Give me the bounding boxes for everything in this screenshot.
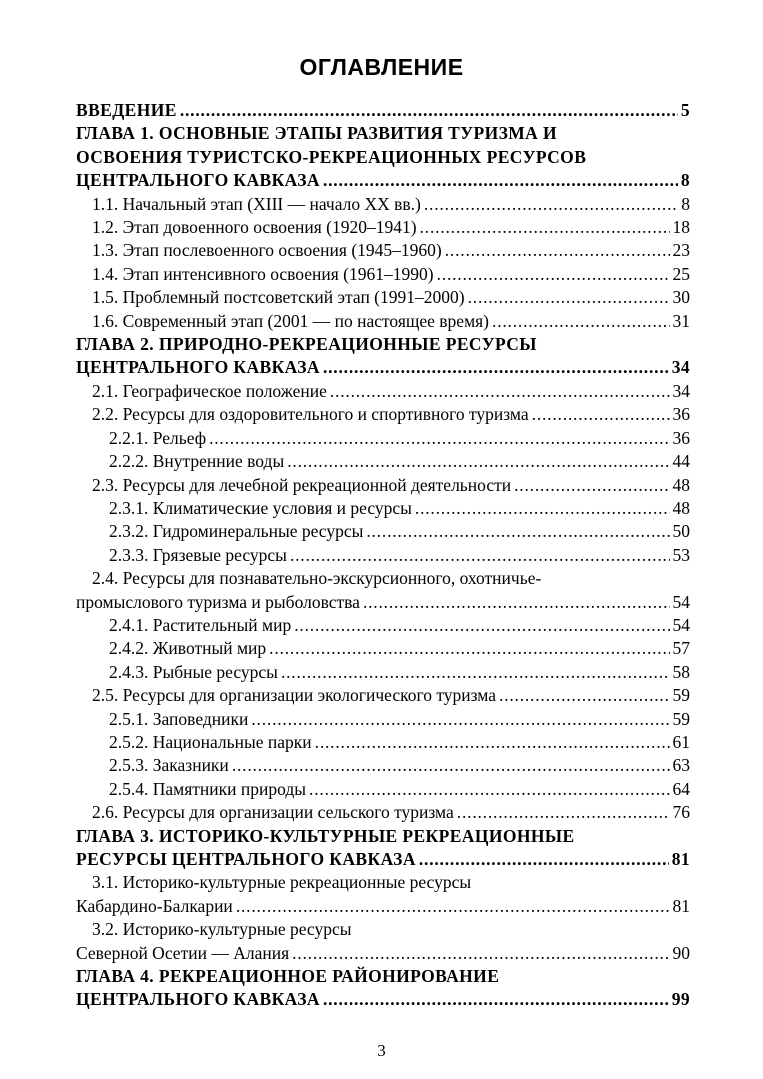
toc-entry-line: ОСВОЕНИЯ ТУРИСТСКО-РЕКРЕАЦИОННЫХ РЕСУРСОВ bbox=[76, 146, 587, 167]
dot-leader bbox=[415, 497, 670, 520]
toc-entry-row bbox=[76, 427, 690, 450]
toc-entry-row bbox=[76, 380, 690, 403]
toc-entry-title: 1.2. Этап довоенного освоения (1920–1941) bbox=[92, 217, 417, 238]
toc-section-entry bbox=[76, 778, 690, 801]
toc-section-entry bbox=[76, 193, 690, 216]
toc-page-number: 54 bbox=[672, 591, 690, 612]
toc-entry-row bbox=[76, 708, 690, 731]
dot-leader bbox=[492, 310, 669, 333]
toc-entry-row bbox=[76, 591, 690, 614]
toc-entry-row bbox=[76, 193, 690, 216]
toc-entry-title: 2.3. Ресурсы для лечебной рекреационной деятельности bbox=[92, 474, 512, 495]
toc-section-entry bbox=[76, 427, 690, 450]
toc-entry-title: ЦЕНТРАЛЬНОГО КАВКАЗА bbox=[76, 989, 320, 1010]
toc-page-number: 48 bbox=[672, 474, 690, 495]
page-number: 3 bbox=[377, 1041, 386, 1060]
toc-page-number: 50 bbox=[672, 521, 690, 542]
toc-entry-row bbox=[76, 661, 690, 684]
toc-page-number: 44 bbox=[672, 451, 690, 472]
dot-leader bbox=[180, 99, 678, 122]
toc-section-entry bbox=[76, 637, 690, 660]
toc-entry-line: 3.1. Историко-культурные рекреационные ресурсы bbox=[92, 872, 472, 893]
toc-page-number: 31 bbox=[672, 310, 690, 331]
toc-entry-row bbox=[76, 544, 690, 567]
toc-section-entry bbox=[76, 497, 690, 520]
toc-entry-row bbox=[76, 216, 690, 239]
toc-entry-title: РЕСУРСЫ ЦЕНТРАЛЬНОГО КАВКАЗА bbox=[76, 849, 416, 869]
dot-leader bbox=[323, 169, 678, 192]
dot-leader bbox=[323, 356, 669, 379]
toc-entry-title: ЦЕНТРАЛЬНОГО КАВКАЗА bbox=[76, 170, 320, 191]
toc-page-number: 36 bbox=[672, 404, 690, 425]
toc-page-number: 64 bbox=[672, 778, 690, 799]
toc-section-entry bbox=[76, 403, 690, 426]
toc-page-number: 76 bbox=[672, 802, 690, 823]
dot-leader bbox=[514, 474, 669, 497]
toc-entry-row bbox=[76, 637, 690, 660]
toc-section-entry bbox=[76, 731, 690, 754]
toc-entry-title: 2.5.3. Заказники bbox=[109, 755, 229, 776]
dot-leader bbox=[290, 544, 670, 567]
toc-entry-title: Кабардино-Балкарии bbox=[76, 895, 233, 916]
toc-section-entry bbox=[76, 684, 690, 707]
dot-leader bbox=[309, 778, 669, 801]
toc-entry-title: ВВЕДЕНИЕ bbox=[76, 100, 177, 120]
toc-entry-title: 1.1. Начальный этап (XIII — начало XX вв.) bbox=[92, 193, 421, 214]
toc-section-entry bbox=[76, 380, 690, 403]
toc-section-entry bbox=[76, 801, 690, 824]
toc-entry-title: 1.5. Проблемный постсоветский этап (1991–2000) bbox=[92, 287, 465, 308]
toc-page-number: 81 bbox=[671, 849, 690, 869]
toc-chapter-entry bbox=[76, 122, 690, 192]
toc-section-entry bbox=[76, 474, 690, 497]
toc-entry-title: 2.5.4. Памятники природы bbox=[109, 778, 307, 799]
toc-entry-title: 2.6. Ресурсы для организации сельского туризма bbox=[92, 802, 454, 823]
toc-section-entry bbox=[76, 239, 690, 262]
toc-page-number: 57 bbox=[672, 638, 690, 659]
dot-leader bbox=[424, 193, 678, 216]
toc-entry-line: 2.4. Ресурсы для познавательно-экскурсионного, охотничье- bbox=[92, 568, 542, 589]
toc-page-number: 36 bbox=[672, 427, 690, 448]
toc-page-number: 48 bbox=[672, 497, 690, 518]
toc-entry-row bbox=[76, 895, 690, 918]
toc-section-entry bbox=[76, 918, 690, 965]
toc-section-entry bbox=[76, 263, 690, 286]
toc-entry-row bbox=[76, 356, 690, 379]
dot-leader bbox=[236, 895, 670, 918]
toc-entry-line: ГЛАВА 1. ОСНОВНЫЕ ЭТАПЫ РАЗВИТИЯ ТУРИЗМА И bbox=[76, 123, 557, 144]
dot-leader bbox=[292, 942, 669, 965]
toc-section-entry bbox=[76, 450, 690, 473]
toc-entry-row bbox=[76, 286, 690, 309]
dot-leader bbox=[281, 661, 670, 684]
toc-page-number: 30 bbox=[672, 287, 690, 308]
toc-page-number: 90 bbox=[672, 942, 690, 963]
dot-leader bbox=[232, 754, 670, 777]
toc-page-number: 18 bbox=[672, 217, 690, 238]
toc-chapter-entry bbox=[76, 825, 690, 872]
table-of-contents bbox=[76, 99, 690, 1012]
toc-entry-row bbox=[76, 848, 690, 871]
toc-section-entry bbox=[76, 754, 690, 777]
toc-entry-title: 2.4.3. Рыбные ресурсы bbox=[109, 661, 278, 682]
dot-leader bbox=[420, 216, 670, 239]
toc-entry-title: Северной Осетии — Алания bbox=[76, 942, 290, 963]
dot-leader bbox=[532, 403, 670, 426]
toc-entry-row bbox=[76, 239, 690, 262]
toc-entry-row bbox=[76, 310, 690, 333]
toc-entry-row bbox=[76, 497, 690, 520]
toc-entry-row bbox=[76, 754, 690, 777]
page-title: ОГЛАВЛЕНИЕ bbox=[299, 54, 464, 80]
toc-entry-title: 1.6. Современный этап (2001 — по настоящее время) bbox=[92, 310, 490, 331]
toc-entry-line: ГЛАВА 4. РЕКРЕАЦИОННОЕ РАЙОНИРОВАНИЕ bbox=[76, 966, 500, 987]
toc-entry-title: 2.5.1. Заповедники bbox=[109, 708, 249, 729]
toc-section-entry bbox=[76, 871, 690, 918]
toc-page-number: 25 bbox=[672, 263, 690, 284]
toc-entry-row bbox=[76, 520, 690, 543]
dot-leader bbox=[363, 591, 670, 614]
toc-page-number: 81 bbox=[672, 895, 690, 916]
toc-entry-title: 2.3.2. Гидроминеральные ресурсы bbox=[109, 521, 364, 542]
toc-entry-title: 2.4.1. Растительный мир bbox=[109, 614, 292, 635]
dot-leader bbox=[315, 731, 670, 754]
toc-entry-row bbox=[76, 988, 690, 1011]
toc-page-number: 53 bbox=[672, 544, 690, 565]
toc-entry-title: 1.4. Этап интенсивного освоения (1961–1990) bbox=[92, 263, 434, 284]
toc-entry-title: 2.3.3. Грязевые ресурсы bbox=[109, 544, 287, 565]
toc-page-number: 5 bbox=[680, 100, 690, 120]
toc-entry-row bbox=[76, 731, 690, 754]
toc-page-number: 59 bbox=[672, 708, 690, 729]
toc-entry-title: 1.3. Этап послевоенного освоения (1945–1960) bbox=[92, 240, 442, 261]
dot-leader bbox=[287, 450, 669, 473]
toc-entry-title: промыслового туризма и рыболовства bbox=[76, 591, 360, 612]
toc-entry-row bbox=[76, 263, 690, 286]
toc-entry-row bbox=[76, 474, 690, 497]
toc-section-entry bbox=[76, 567, 690, 614]
toc-page-number: 34 bbox=[671, 357, 690, 378]
toc-entry-title: 2.2.2. Внутренние воды bbox=[109, 451, 285, 472]
toc-entry-row bbox=[76, 942, 690, 965]
toc-entry-row bbox=[76, 614, 690, 637]
toc-chapter-entry bbox=[76, 965, 690, 1012]
toc-entry-row bbox=[76, 169, 690, 192]
toc-entry-title: 2.5.2. Национальные парки bbox=[109, 731, 312, 752]
toc-page-number: 23 bbox=[672, 240, 690, 261]
dot-leader bbox=[499, 684, 670, 707]
toc-page-number: 58 bbox=[672, 661, 690, 682]
toc-page-number: 8 bbox=[681, 193, 690, 214]
dot-leader bbox=[468, 286, 670, 309]
toc-entry-title: 2.5. Ресурсы для организации экологического туризма bbox=[92, 685, 496, 706]
dot-leader bbox=[323, 988, 669, 1011]
toc-entry-line: 3.2. Историко-культурные ресурсы bbox=[92, 919, 352, 940]
toc-section-entry bbox=[76, 544, 690, 567]
toc-section-entry bbox=[76, 708, 690, 731]
toc-entry-line: ГЛАВА 3. ИСТОРИКО-КУЛЬТУРНЫЕ РЕКРЕАЦИОННЫЕ bbox=[76, 825, 575, 846]
dot-leader bbox=[419, 848, 669, 871]
toc-entry-title: 2.4.2. Животный мир bbox=[109, 638, 267, 659]
toc-entry-line: ГЛАВА 2. ПРИРОДНО-РЕКРЕАЦИОННЫЕ РЕСУРСЫ bbox=[76, 334, 537, 355]
dot-leader bbox=[366, 520, 669, 543]
toc-section-entry bbox=[76, 520, 690, 543]
toc-chapter-entry bbox=[76, 99, 690, 122]
toc-entry-row bbox=[76, 778, 690, 801]
toc-section-entry bbox=[76, 216, 690, 239]
dot-leader bbox=[437, 263, 670, 286]
dot-leader bbox=[269, 637, 669, 660]
toc-page-number: 63 bbox=[672, 755, 690, 776]
toc-entry-title: ЦЕНТРАЛЬНОГО КАВКАЗА bbox=[76, 357, 320, 378]
toc-entry-title: 2.2. Ресурсы для оздоровительного и спортивного туризма bbox=[92, 404, 529, 425]
dot-leader bbox=[330, 380, 670, 403]
toc-page-number: 54 bbox=[672, 614, 690, 635]
toc-page-number: 8 bbox=[680, 170, 690, 191]
toc-page-number: 99 bbox=[671, 989, 690, 1010]
toc-section-entry bbox=[76, 286, 690, 309]
toc-entry-row bbox=[76, 450, 690, 473]
toc-page-number: 34 bbox=[672, 380, 690, 401]
dot-leader bbox=[445, 239, 670, 262]
dot-leader bbox=[457, 801, 670, 824]
dot-leader bbox=[294, 614, 669, 637]
toc-entry-row bbox=[76, 684, 690, 707]
toc-page-number: 61 bbox=[672, 731, 690, 752]
toc-entry-row bbox=[76, 403, 690, 426]
toc-entry-row bbox=[76, 99, 690, 122]
toc-chapter-entry bbox=[76, 333, 690, 380]
toc-page-number: 59 bbox=[672, 685, 690, 706]
toc-entry-title: 2.2.1. Рельеф bbox=[109, 427, 207, 448]
toc-section-entry bbox=[76, 310, 690, 333]
toc-entry-title: 2.1. Географическое положение bbox=[92, 380, 327, 401]
toc-entry-title: 2.3.1. Климатические условия и ресурсы bbox=[109, 497, 412, 518]
toc-section-entry bbox=[76, 614, 690, 637]
dot-leader bbox=[251, 708, 669, 731]
dot-leader bbox=[209, 427, 669, 450]
toc-entry-row bbox=[76, 801, 690, 824]
toc-section-entry bbox=[76, 661, 690, 684]
